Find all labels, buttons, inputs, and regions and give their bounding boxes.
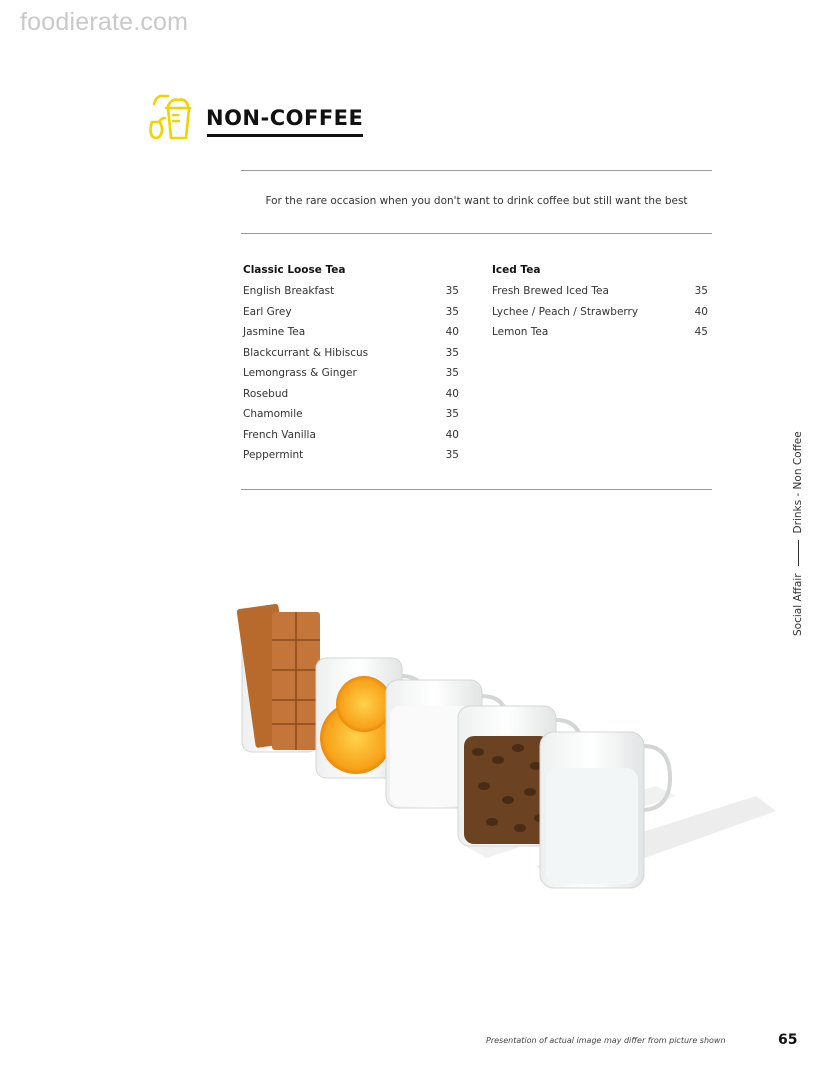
menu-item-price: 35	[445, 346, 459, 359]
menu-item-name: Peppermint	[243, 449, 304, 461]
menu-item	[243, 325, 459, 346]
menu-item-name: Rosebud	[243, 387, 289, 400]
menu-item-name: Chamomile	[243, 408, 303, 420]
menu-item	[243, 448, 459, 469]
menu-item-price: 40	[445, 428, 459, 441]
menu-item-price: 35	[445, 285, 459, 297]
menu-item-price: 40	[694, 305, 708, 318]
menu-column-heading: Classic Loose Tea	[243, 264, 346, 276]
menu-item-name: Lemongrass & Ginger	[243, 367, 357, 379]
menu-item	[243, 407, 459, 428]
menu-item-price: 35	[445, 449, 459, 461]
divider-middle	[241, 233, 712, 234]
side-label-left: Social Affair	[792, 573, 804, 636]
side-running-label	[788, 400, 808, 636]
menu-item-name: Earl Grey	[243, 305, 292, 318]
menu-item-name: Blackcurrant & Hibiscus	[243, 346, 369, 359]
drink-cup-icon	[146, 92, 196, 144]
menu-item	[243, 305, 459, 326]
menu-item	[492, 284, 708, 305]
menu-item-name: Lychee / Peach / Strawberry	[492, 305, 639, 318]
menu-item-price: 40	[445, 326, 459, 338]
divider-top	[241, 170, 712, 171]
menu-item-name: English Breakfast	[243, 285, 335, 297]
divider-bottom	[241, 489, 712, 490]
menu-item	[243, 387, 459, 408]
menu-item-price: 35	[445, 408, 459, 420]
disclaimer: Presentation of actual image may differ from picture shown	[486, 1036, 726, 1045]
intro-text: For the rare occasion when you don't want to drink coffee but still want the best	[265, 195, 688, 207]
menu-item	[243, 366, 459, 387]
menu-item-name: French Vanilla	[243, 428, 316, 441]
menu-item	[243, 346, 459, 367]
menu-item-name: Lemon Tea	[492, 326, 549, 338]
menu-column-iced-tea	[492, 263, 708, 346]
menu-column-heading: Iced Tea	[492, 264, 541, 276]
menu-item	[492, 305, 708, 326]
menu-item-name: Fresh Brewed Iced Tea	[492, 285, 609, 297]
title-underline	[207, 134, 363, 137]
menu-item	[243, 284, 459, 305]
menu-column-classic-loose-tea	[243, 263, 459, 469]
menu-item	[492, 325, 708, 346]
menu-item-price: 45	[694, 326, 708, 338]
menu-item-price: 35	[445, 367, 459, 379]
drinks-photo	[236, 596, 776, 896]
side-label-divider	[798, 540, 799, 566]
menu-item-price: 35	[445, 305, 459, 318]
side-label-right: Drinks - Non Coffee	[792, 431, 804, 534]
section-title: NON-COFFEE	[206, 106, 364, 130]
menu-item-name: Jasmine Tea	[243, 326, 306, 338]
watermark: foodierate.com	[20, 8, 189, 36]
page-number: 65	[778, 1032, 798, 1048]
menu-item-price: 35	[694, 285, 708, 297]
menu-item	[243, 428, 459, 449]
menu-item-price: 40	[445, 387, 459, 400]
